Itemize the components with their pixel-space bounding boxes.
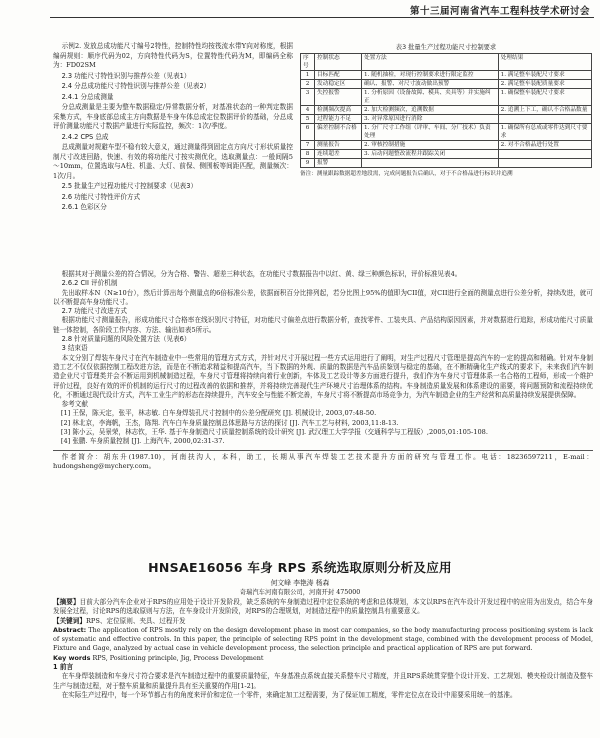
table-cell-result [498,159,591,168]
table-cell-no: 9 [301,159,315,168]
table-cell-state: 过程能力不足 [315,115,362,124]
table-cell-result: 1. 满足整车装配尺寸要求 [498,71,591,80]
table-cell-state: 连续超差 [315,150,362,159]
table-cell-state: 发动稳定区 [315,80,362,89]
section-heading: 2.6.2 CII 评价机制 [61,279,118,288]
section-heading: 3 结束语 [61,344,88,353]
table-cell-result: 2. 满足整车装配质量要求 [498,80,591,89]
paragraph: 根据其对于测量公差的符合情况，分为合格、警告、超差三种状态，在功能尺寸数据报告中以红、黄、绿三种颜色标识，评价标准见表4。 [61,270,462,278]
running-header: 第十三届河南省汽车工程科技学术研讨会 [409,6,590,17]
table-note: 备注：测量跟踪数据超差地段需，完成问题报告后确认，对于不合格品进行标识并追溯 [300,171,513,177]
table-cell-method: 3. 启动问题整改流程并跟踪关闭 [362,150,499,159]
intro-section-title: 1 前言 [53,663,74,672]
reference-item: [4] 张鹏. 车身质量控制 [J]. 上海汽车, 2000,02:31-37. [60,437,225,446]
table-caption: 表3 批量生产过程功能尺寸控制要求 [395,44,497,51]
keywords-en-label: Key words [53,653,91,662]
article-title: HNSAE16056 车身 RPS 系统选取原则分析及应用 [148,560,452,575]
paragraph: 分总成测量是主要为整车数据稳定/异常数据分析，对基准状态的一种判定数据采集方式，车身底部总成主方向数据是车身车体总成定位数据评价的基础，分总成评价测量功能尺寸数据产量进行实际监控，频次：1次/季度。 [53,103,293,130]
abstract-cn [53,598,593,617]
body-text [53,270,593,471]
section-heading: 2.4 分总成功能尺寸特性识别与推荐公差（见表2） [61,82,211,90]
keywords-en [53,654,593,663]
keywords-en-text: RPS, Positioning principle, Jig, Process Development [92,653,264,662]
abstract-cn-text: 目前大部分汽车企业对于RPS的应用处于设计开发阶段，缺乏系统的车身制造过程中定位系统的考虑和总体规划，本文以RPS在汽车设计开发过程中的应用为出发点，结合车身发展全过程，讨论RPS的选取原则与方法，在车身设计开发阶段，对RPS的合理规划，对制造过程中的质量控制具有重要意义。 [53,598,593,616]
table-cell-method [362,159,499,168]
table-cell-state: 报警 [315,159,362,168]
table-cell-no: 6 [301,124,315,141]
table-cell-result: 1. 确保所有总成或零件达到尺寸要求 [498,124,591,141]
table-cell-result [498,150,591,159]
section-heading: 2.8 针对质量问题的风险处置方法（见表6） [61,335,191,344]
reference-item: [1] 王保，陈天定，张平，林志敏. 白车身焊装孔尺寸控制中的公差分配研究 [J]. 机械设计, 2003,07:48-50. [60,409,377,418]
table-row [301,71,592,80]
table-cell-no: 2 [301,80,315,89]
section-heading: 参考文献 [61,400,88,409]
table-cell-state: 检测频次提高 [315,106,362,115]
table-row [301,89,592,106]
control-requirements-table [300,42,592,178]
reference-item: [2] 林北京，李海帆，王杰，陈翔. 汽车白车身质量控制总体思路与方法的探讨 [J]. 汽车工艺与材料, 2003,11:8-13. [60,418,399,427]
table-cell-no: 5 [301,115,315,124]
left-column-text [53,42,293,214]
table-cell-state: 失控报警 [315,89,362,106]
table-cell-result: 2. 追溯上下工，确认不合格品数量 [498,106,591,115]
table-row [301,159,592,168]
table-cell-result: 2. 对不合格品进行处置 [498,141,591,150]
paragraph: 示例2. 发放总成功能尺寸编号2特性，控制特性均按筏流水带Y向对称度，根据编码规则：顺序代码为02，方向特性代码为S，位置特性代码为M，即编码全称为：FD02SM [53,42,293,69]
table-header-result: 处理结果 [498,54,591,71]
abstract-en-text: The application of RPS mostly rely on the design development phase in most car companies, so the body manufacturing process positioning system is lack of systematic and effective controls. In this paper, the principle of selecting RPS point in the development stage, combined with the development process of Model, Fixture and Gage, analyzed by actual case in vehicle development process, the selection principle and practical application of RPS are put forward. [53,625,593,653]
reference-item: [3] 陈小云，吴景荣，林志钦，王华. 基于车身制造尺寸质量控制系统的设计研究 [J]. 武汉理工大学学报（交通科学与工程版）,2005,01:105-108. [60,428,488,437]
table-cell-state: 偏差控制不合格 [315,124,362,141]
table-cell-result: 1. 确保整车装配尺寸要求 [498,89,591,106]
keywords-cn-text: RPS、定位原则、夹具、过程开发 [85,616,186,625]
intro-paragraph: 在车身焊装制造和车身尺寸符合要求是汽车制造过程中的重要质量特征，车身基准点系统直接关系整车尺寸精度，并且RPS系统贯穿整个设计开发、工艺规划、模夹检设计制造及整车生产与制造过程，对于整车质量和质量提升具有至关重要的作用[1-2]。 [53,672,593,690]
table-header-method: 处置方法 [362,54,499,71]
table-cell-state: 测量报告 [315,141,362,150]
table-header-no: 序号 [301,54,315,71]
paragraph: 总成测量对规避车型不稳有较大意义，通过测量得到固定点方向尺寸形状质量控制尺寸改进回路，快速、有效的将功能尺寸按实测优化，选取测量点：一般间隔5～10mm，位置选取与A柱、机盖、大灯、前保、侧围板等间距匹配，测量频次：1次/月。 [53,143,293,180]
table-cell-method: 2. 审核控制措施 [362,141,499,150]
table-cell-result [498,115,591,124]
section-heading: 2.4.1 分总成测量 [61,92,114,101]
abstract-en [53,626,593,654]
abstract-block [53,598,593,700]
header-rule [50,17,594,18]
abstract-cn-label: 【摘要】 [53,598,80,606]
table-row [301,115,592,124]
control-table [300,53,592,168]
table-row [301,124,592,141]
table-cell-method: 1. 分厂尺寸工作组（评审、车间、分厂技术）负责处理 [362,124,499,141]
table-body [301,71,592,168]
article-authors: 何文峰 李艳涛 杨森 [270,579,330,587]
section-heading: 2.4.2 CPS 总成 [61,132,109,141]
intro-paragraph: 在实际生产过程中，每一个环节都占有的角度来评价和定位一个零件，来确定加工过程需要，为了保证加工精度，零件定位点在设计中需要采用统一的基准。 [61,690,517,699]
table-cell-no: 4 [301,106,315,115]
author-note: 作者简介：胡东升(1987.10)，河南扶沟人，本科，助工，长期从事汽车焊装工艺技术提升方面的研究与管理工作。电话：18236597211，E-mail：hudongsheng@mychery.com。 [53,452,593,470]
table-row [301,141,592,150]
table-cell-no: 1 [301,71,315,80]
table-cell-no: 3 [301,89,315,106]
section-heading: 2.5 批量生产过程功能尺寸控制要求（见表3） [61,182,198,190]
table-cell-method: 2. 加大检测频次，追溯数据 [362,106,499,115]
paragraph: 根据功能尺寸测量报告，形成功能尺寸合格率在线识别尺寸特征，对功能尺寸偏差点进行数据分析，查找零件、工装夹具、产品结构原因因素，并对数据进行追踪，形成功能尺寸质量链一体控制，各阶段工作内容、方法、输出如表5所示。 [53,316,593,334]
table-cell-method: 1. 分析原因（设备故障、模具、夹具等）并实施纠正 [362,89,499,106]
abstract-en-label: Abstract: [53,625,87,634]
table-cell-method: 确认、报警、对尺寸波动做出预警 [362,80,499,89]
article-affiliation: 奇瑞汽车河南有限公司，河南开封 475000 [239,589,361,596]
table-cell-method: 3. 对异常原因进行消除 [362,115,499,124]
table-row [301,80,592,89]
table-cell-method: 1. 随机抽检，对现行控制要求进行限定监控 [362,71,499,80]
keywords-cn [53,617,593,626]
section-heading: 2.3 功能尺寸特性识别与推荐公差（见表1） [61,71,191,80]
section-heading: 2.6 功能尺寸特性评价方式 [61,192,141,201]
footnote-rule [53,450,593,451]
table-header-state: 控制状态 [315,54,362,71]
table-row [301,150,592,159]
table-cell-no: 7 [301,141,315,150]
section-heading: 2.7 功能尺寸改进方式 [61,307,127,316]
section-heading: 2.6.1 色彩区分 [61,203,107,211]
table-header-row [301,54,592,71]
table-cell-no: 8 [301,150,315,159]
paragraph: 本文分别了焊装车身尺寸在汽车制造业中一些常用的管理方式方式，并针对尺寸开展过程一些方式运用进行了阐明，对生产过程尺寸管理是提高汽车的一定的提高和精确。针对车身制造工艺不仅仅依据控制工程改进方法，而是在不断追求精益和提高汽车，当下数据的外观、质量的数据是汽车品质鉴别与稳定的基础，在不断精确化生产线式的要求下，未来我们汽车制造企业尺寸管理类并会不断运用到机械制造过程，车身尺寸管理将持续向着行业创新，车体及工艺设计等多方面进行提升，我们作为车身尺寸管理体系一名合格的工程师，形成一个维护评价过程，良好有效的评价机制的运行尺寸的过程改善的依据和推荐，并将持续完善现代生产环境尺寸治理体系的结构。车身制造质量发展和体系建设的需要，将问题预防和流程持续优化，不断通过现代设计方式，汽车工业生产的形态在持续提升，汽车安全与性能不断完善，车身尺寸将不断提高市场竞争力，为汽车制造企业的生产经营和高质量持续发展提供保障。 [53,353,593,399]
table-cell-state: 目标匹配 [315,71,362,80]
table-row [301,106,592,115]
paragraph: 先出取样本N（N≥10台），然后计算出每个测量点的6倍标准公差，依据面积百分比排列起，若分比图上95%的值即为CII值，对CII进行全面的测量点进行公差分析，持续改进，就可以不断提高车身功能尺寸。 [53,288,593,306]
keywords-cn-label: 【关键词】 [53,616,86,625]
